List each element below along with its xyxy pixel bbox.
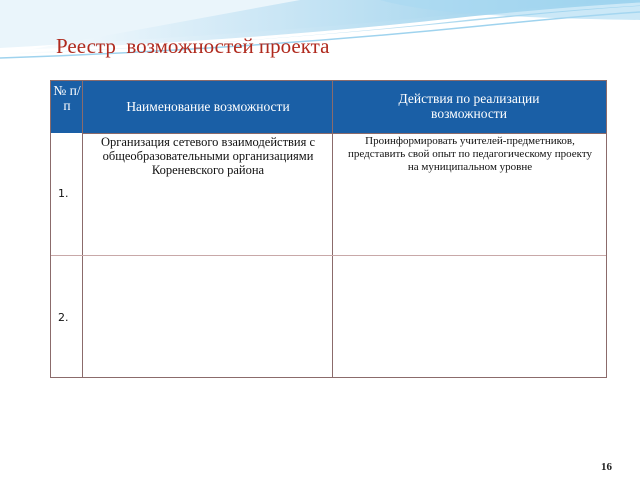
column-divider — [82, 81, 83, 377]
row-1-actions: Проинформировать учителей-предметников, представить свой опыт по педагогическому проекту на муниципальном уровне — [347, 135, 593, 173]
page-number: 16 — [601, 461, 612, 473]
header-name-label: Наименование возможности — [126, 99, 290, 114]
row-divider — [51, 255, 606, 256]
header-num-label: № п/п — [53, 83, 81, 113]
row-1-num: 1. — [58, 187, 69, 200]
row-2-num: 2. — [58, 311, 69, 324]
header-cell-num — [51, 81, 83, 133]
page-title: Реестр возможностей проекта — [56, 34, 330, 58]
header-cell-name — [83, 81, 333, 133]
header-actions-label: Действия по реализации возможности — [398, 91, 540, 121]
row-1-name: Организация сетевого взаимодействия с общеобразовательными организациями Кореневского района — [100, 135, 316, 177]
registry-table — [50, 80, 607, 378]
header-cell-actions — [333, 81, 606, 133]
header-bottom-border — [83, 133, 606, 134]
column-divider — [332, 81, 333, 377]
